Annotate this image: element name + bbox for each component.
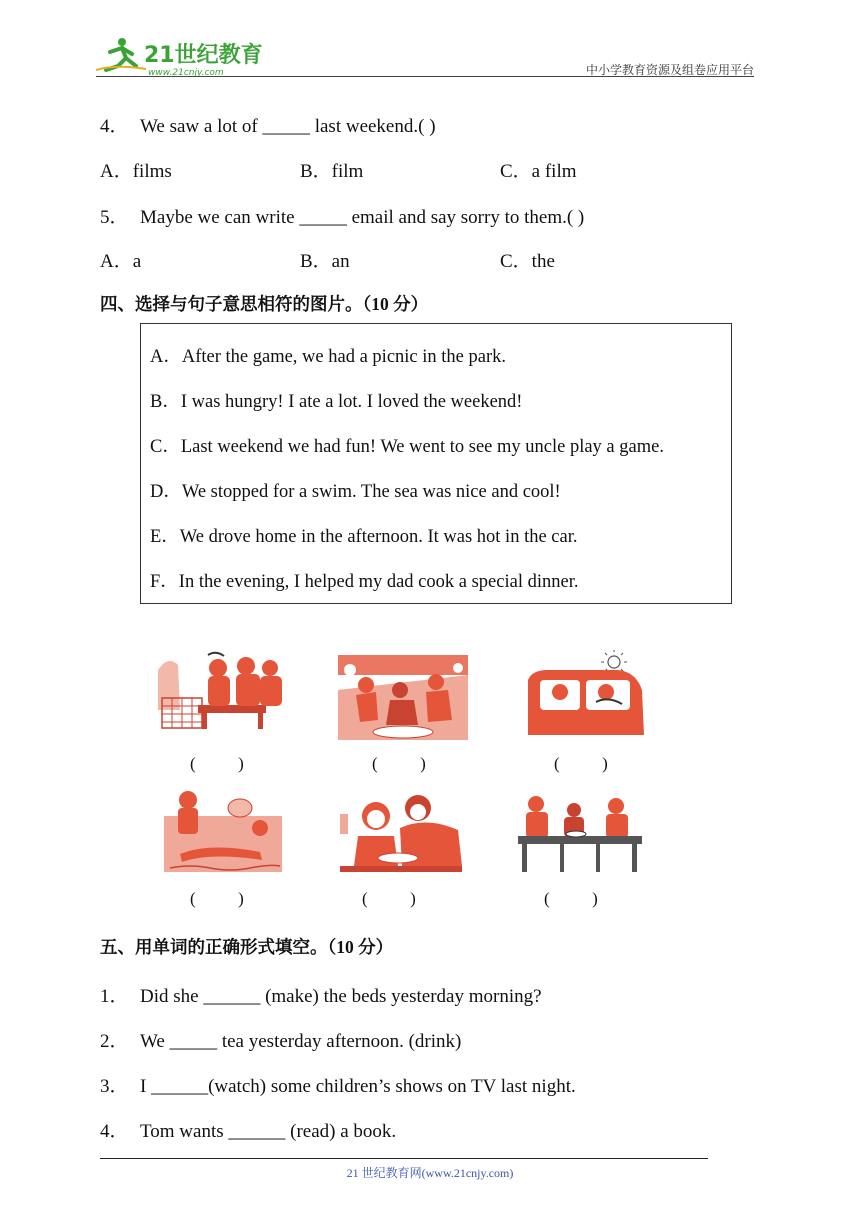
section-points: （10 分） [327, 937, 394, 957]
header-tagline: 中小学教育资源及组卷应用平台 [585, 63, 754, 77]
footer-link[interactable]: 21 世纪教育网(www.21cnjy.com) [346, 1166, 514, 1180]
option-b: B．an [300, 251, 350, 272]
fill-item-4 [100, 1116, 396, 1143]
option-a: A．a [100, 251, 142, 272]
item-number: 2． [100, 1031, 129, 1052]
question-text: We saw a lot of _____ last weekend.( ) [140, 116, 436, 137]
item-text: Tom wants ______ (read) a book. [140, 1121, 397, 1142]
question-number: 5． [100, 207, 129, 228]
logo-url: www.21cnjy.com [148, 68, 224, 78]
option-c: C．a film [500, 161, 577, 182]
option-b: B．film [300, 161, 364, 182]
sentence-c: C．Last weekend we had fun! We went to see my uncle play a game. [150, 437, 664, 457]
sentence-box [140, 323, 732, 604]
cooking-picture [336, 786, 466, 876]
section-title-text: 五、用单词的正确形式填空。 [100, 938, 328, 958]
car-drive-picture [518, 650, 648, 740]
fill-item-2 [100, 1026, 461, 1053]
item-text: Did she ______ (make) the beds yesterday morning? [140, 986, 542, 1007]
section-points: （10 分） [362, 294, 429, 314]
footer-divider [100, 1158, 708, 1159]
sentence-e: E．We drove home in the afternoon. It was hot in the car. [150, 527, 578, 547]
option-c: C．the [500, 251, 555, 272]
item-number: 3． [100, 1076, 129, 1097]
item-text: I ______(watch) some children’s shows on TV last night. [140, 1076, 576, 1097]
baseball-game-picture [158, 650, 288, 740]
site-logo [96, 36, 266, 78]
header-divider [96, 76, 754, 77]
item-number: 1． [100, 986, 129, 1007]
question-number: 4． [100, 116, 129, 137]
item-text: We _____ tea yesterday afternoon. (drink) [140, 1031, 462, 1052]
item-number: 4． [100, 1121, 129, 1142]
dinner-table-picture [516, 786, 646, 876]
answer-blank-6[interactable]: ( ) [544, 889, 598, 908]
fill-item-3 [100, 1071, 576, 1098]
fill-item-1 [100, 981, 542, 1008]
option-a: A．films [100, 161, 172, 182]
answer-blank-5[interactable]: ( ) [362, 889, 416, 908]
logo-text: 21世纪教育 [144, 43, 263, 68]
question-text: Maybe we can write _____ email and say sorry to them.( ) [140, 207, 585, 228]
question-5 [100, 202, 584, 229]
sentence-a: A．After the game, we had a picnic in the park. [150, 347, 506, 367]
answer-blank-3[interactable]: ( ) [554, 754, 608, 773]
answer-blank-1[interactable]: ( ) [190, 754, 244, 773]
sentence-f: F．In the evening, I helped my dad cook a special dinner. [150, 572, 579, 592]
answer-blank-2[interactable]: ( ) [372, 754, 426, 773]
question-4 [100, 111, 436, 138]
section-title-text: 四、选择与句子意思相符的图片。 [100, 295, 363, 315]
section-5-title [100, 934, 393, 959]
answer-blank-4[interactable]: ( ) [190, 889, 244, 908]
sentence-b: B．I was hungry! I ate a lot. I loved the weekend! [150, 392, 523, 412]
picnic-picture [338, 650, 468, 740]
section-4-title [100, 291, 428, 316]
beach-swim-picture [160, 786, 290, 876]
sentence-d: D．We stopped for a swim. The sea was nice and cool! [150, 482, 561, 502]
